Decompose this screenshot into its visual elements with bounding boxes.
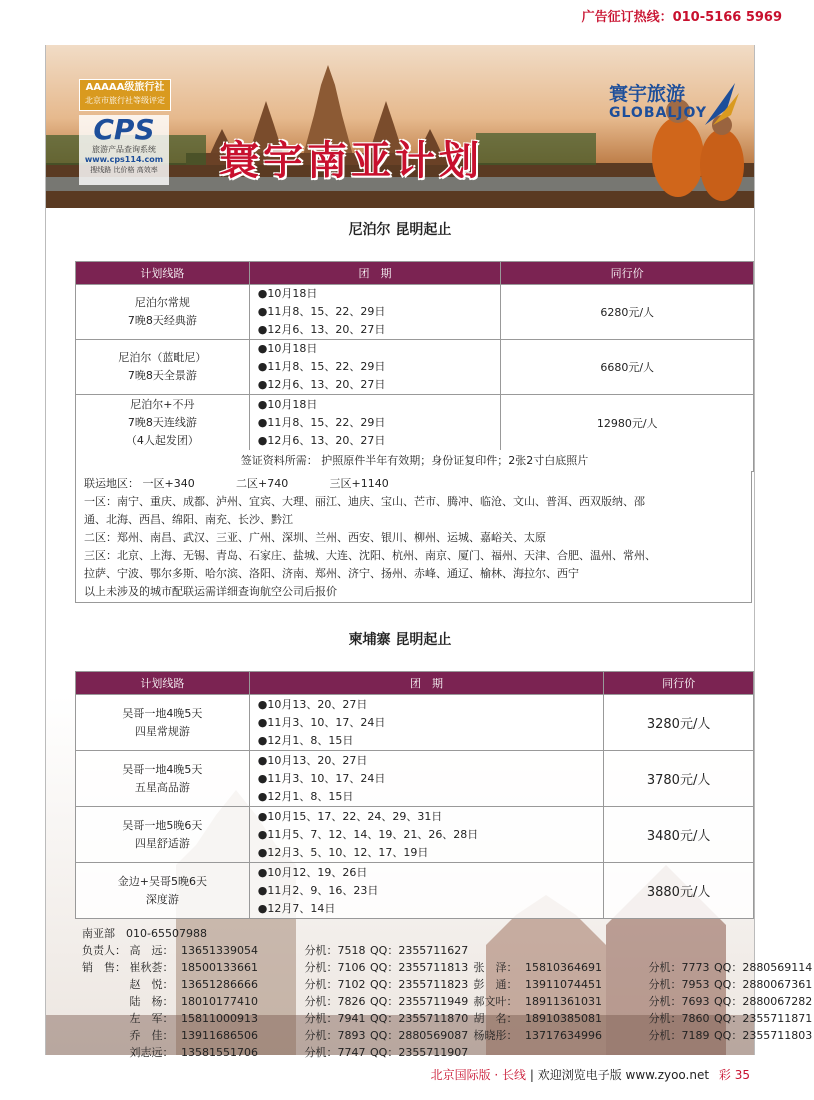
visa-note: 签证资料所需： 护照原件半年有效期；身份证复印件；2张2寸白底照片 xyxy=(75,450,754,472)
price-cell: 6680元/人 xyxy=(501,340,754,395)
dates-cell xyxy=(249,395,501,451)
transit-line: 二区：郑州、南昌、武汉、三亚、广州、深圳、兰州、西安、银川、柳州、运城、嘉峪关、太原 xyxy=(84,531,546,544)
page-title: 寰宇南亚计划 xyxy=(219,138,483,184)
contact-ext: 分机：7102 xyxy=(304,978,366,991)
contact-ext: 分机：7747 xyxy=(304,1046,366,1059)
date-line: ●12月7、14日 xyxy=(257,901,336,915)
footer-page-number: 彩 35 xyxy=(718,1068,750,1082)
contact-qq: QQ：2355711907 xyxy=(370,1046,469,1059)
date-line: ●12月6、13、20、27日 xyxy=(257,378,386,391)
contact-name: 刘志远： xyxy=(129,1046,174,1059)
header-dates: 团 期 xyxy=(249,262,501,285)
price-cell: 3780元/人 xyxy=(604,751,754,807)
contact-qq: QQ：2880569087 xyxy=(370,1029,469,1042)
contact-phone: 13911074451 xyxy=(525,978,602,991)
contact-qq: QQ：2355711870 xyxy=(370,1012,469,1025)
contact-phone: 18010177410 xyxy=(181,995,258,1008)
route-line: 五星高品游 xyxy=(134,780,190,794)
route-cell xyxy=(76,395,250,451)
badge-subtitle: 北京市旅行社等级评定 xyxy=(85,96,165,105)
date-line: ●10月13、20、27日 xyxy=(257,753,368,767)
cps-logo xyxy=(79,115,169,185)
contact-list xyxy=(82,925,813,1061)
cps-name: 旅游产品查询系统 xyxy=(92,145,156,154)
contact-ext: 分机：7189 xyxy=(648,1029,710,1042)
contact-row xyxy=(82,1027,813,1044)
date-line: ●10月12、19、26日 xyxy=(257,865,368,879)
contact-name: 张 泽： xyxy=(473,961,518,974)
contact-name: 陆 杨： xyxy=(129,995,174,1008)
page-footer xyxy=(0,1062,800,1086)
header-dates: 团 期 xyxy=(249,672,603,695)
contact-qq: QQ：2880067282 xyxy=(714,995,813,1008)
contact-ext: 分机：7893 xyxy=(304,1029,366,1042)
contact-name: 赵 悦： xyxy=(129,978,174,991)
contact-row xyxy=(82,993,813,1010)
route-line: 7晚8天全景游 xyxy=(127,369,197,382)
route-line: 深度游 xyxy=(145,892,179,906)
route-line: 尼泊尔常规 xyxy=(134,296,190,309)
contact-ext: 分机：7693 xyxy=(648,995,710,1008)
price-cell: 3480元/人 xyxy=(604,807,754,863)
date-line: ●12月1、8、15日 xyxy=(257,789,354,803)
cambodia-table xyxy=(75,671,754,919)
contact-qq: QQ：2355711813 xyxy=(370,961,469,974)
contact-name: 郝文叶： xyxy=(473,995,518,1008)
route-cell xyxy=(76,751,250,807)
section-nepal-title: 尼泊尔 昆明起止 xyxy=(348,222,452,238)
table-row xyxy=(76,285,754,340)
date-line: ●12月3、5、10、12、17、19日 xyxy=(257,845,429,859)
zones-label: 联运地区： xyxy=(84,477,139,490)
route-line: 尼泊尔+不丹 xyxy=(130,397,195,411)
contact-label: 负责人： xyxy=(82,944,126,957)
contact-ext: 分机：7941 xyxy=(304,1012,366,1025)
transit-line: 通、北海、西昌、绵阳、南充、长沙、黔江 xyxy=(84,513,293,526)
contact-qq: QQ：2355711823 xyxy=(370,978,469,991)
route-line: 四星常规游 xyxy=(134,724,190,738)
table-row xyxy=(76,695,754,751)
contact-row xyxy=(82,959,813,976)
table-header xyxy=(76,262,754,285)
contact-name: 崔秋荟： xyxy=(129,961,174,974)
contact-row xyxy=(82,976,813,993)
contact-qq: QQ：2880067361 xyxy=(714,978,813,991)
contact-qq: QQ：2355711627 xyxy=(370,944,469,957)
date-line: ●12月1、8、15日 xyxy=(257,733,354,747)
footer-edition: 北京国际版 · 长线 xyxy=(430,1068,527,1082)
contact-label: 销 售： xyxy=(82,961,126,974)
table-row xyxy=(76,395,754,451)
contact-ext: 分机：7826 xyxy=(304,995,366,1008)
transit-line: 一区：南宁、重庆、成都、泸州、宜宾、大理、丽江、迪庆、宝山、芒市、腾冲、临沧、文山、普洱、西双版纳、邵 xyxy=(84,495,645,508)
zone-3: 三区+1140 xyxy=(329,477,389,490)
date-line: ●11月3、10、17、24日 xyxy=(257,715,386,729)
dates-cell xyxy=(249,695,603,751)
header-route: 计划线路 xyxy=(76,262,250,285)
ad-hotline: 广告征订热线：010-5166 5969 xyxy=(581,10,782,25)
date-line: ●10月13、20、27日 xyxy=(257,697,368,711)
table-row xyxy=(76,863,754,919)
date-line: ●11月8、15、22、29日 xyxy=(257,415,386,429)
section-cambodia-title: 柬埔寨 昆明起止 xyxy=(348,632,452,648)
route-line: 7晚8天经典游 xyxy=(127,314,197,327)
contact-phone: 13651286666 xyxy=(181,978,258,991)
dept-line: 南亚部 010-65507988 xyxy=(82,927,207,940)
cps-url: www.cps114.com xyxy=(84,155,164,164)
badge-title: AAAAA级旅行社 xyxy=(85,82,165,93)
brand-name-en: GLOBALJOY xyxy=(609,105,707,121)
date-line: ●12月6、13、20、27日 xyxy=(257,323,386,336)
contact-phone: 13581551706 xyxy=(181,1046,258,1059)
route-cell xyxy=(76,863,250,919)
contact-phone: 18910385081 xyxy=(525,1012,602,1025)
price-cell: 12980元/人 xyxy=(501,395,754,451)
table-row xyxy=(76,340,754,395)
table-row xyxy=(76,751,754,807)
contact-ext: 分机：7773 xyxy=(648,961,710,974)
contact-ext: 分机：7106 xyxy=(304,961,366,974)
header-price: 同行价 xyxy=(604,672,754,695)
route-line: 7晚8天连线游 xyxy=(127,415,197,429)
route-line: 吴哥一地5晚6天 xyxy=(122,818,203,832)
nepal-table xyxy=(75,261,754,451)
contact-name: 胡 名： xyxy=(473,1012,518,1025)
dates-cell xyxy=(249,285,501,340)
contact-row xyxy=(82,942,752,959)
dates-cell xyxy=(249,807,603,863)
table-row xyxy=(76,807,754,863)
transit-line: 拉萨、宁波、鄂尔多斯、哈尔滨、洛阳、济南、郑州、济宁、扬州、赤峰、通辽、榆林、海拉尔、西宁 xyxy=(84,567,579,580)
date-line: ●11月5、7、12、14、19、21、26、28日 xyxy=(257,827,479,841)
route-line: 吴哥一地4晚5天 xyxy=(122,762,203,776)
contact-phone: 18911361031 xyxy=(525,995,602,1008)
contact-qq: QQ：2355711803 xyxy=(714,1029,813,1042)
route-line: 四星舒适游 xyxy=(134,836,190,850)
globaljoy-logo xyxy=(601,77,741,131)
contact-name: 彭 通： xyxy=(473,978,518,991)
contact-name: 杨晓彤： xyxy=(473,1029,518,1042)
contact-ext: 分机：7860 xyxy=(648,1012,710,1025)
contact-phone: 13651339054 xyxy=(181,944,258,957)
table-header xyxy=(76,672,754,695)
price-cell: 3280元/人 xyxy=(604,695,754,751)
contact-phone: 13911686506 xyxy=(181,1029,258,1042)
date-line: ●10月18日 xyxy=(257,342,318,355)
cps-slogan: 搜线路 比价格 高效率 xyxy=(90,166,158,174)
transit-info xyxy=(75,471,752,603)
dates-cell xyxy=(249,340,501,395)
route-line: （4人起发团） xyxy=(125,433,199,447)
dates-cell xyxy=(249,751,603,807)
dates-cell xyxy=(249,863,603,919)
contact-row xyxy=(82,1044,752,1061)
route-line: 金边+吴哥5晚6天 xyxy=(117,874,207,888)
date-line: ●11月8、15、22、29日 xyxy=(257,360,386,373)
date-line: ●12月6、13、20、27日 xyxy=(257,433,386,447)
date-line: ●10月15、17、22、24、29、31日 xyxy=(257,809,443,823)
date-line: ●10月18日 xyxy=(257,287,318,300)
zone-1: 一区+340 xyxy=(142,477,195,490)
route-cell xyxy=(76,340,250,395)
route-cell xyxy=(76,695,250,751)
contact-qq: QQ：2355711871 xyxy=(714,1012,813,1025)
contact-phone: 15810364691 xyxy=(525,961,602,974)
footer-welcome[interactable]: | 欢迎浏览电子版 www.zyoo.net xyxy=(529,1068,710,1082)
date-line: ●11月2、9、16、23日 xyxy=(257,883,379,897)
route-cell xyxy=(76,285,250,340)
route-line: 吴哥一地4晚5天 xyxy=(122,706,203,720)
header-price: 同行价 xyxy=(501,262,754,285)
wing-icon xyxy=(701,79,741,129)
footer-text xyxy=(431,1066,750,1083)
transit-line: 以上未涉及的城市配联运需详细查询航空公司后报价 xyxy=(84,585,337,598)
price-cell: 3880元/人 xyxy=(604,863,754,919)
contact-phone: 13717634996 xyxy=(525,1029,602,1042)
date-line: ●11月3、10、17、24日 xyxy=(257,771,386,785)
contact-qq: QQ：2880569114 xyxy=(714,961,813,974)
page-content xyxy=(45,45,813,1059)
route-cell xyxy=(76,807,250,863)
contact-phone: 18500133661 xyxy=(181,961,258,974)
date-line: ●10月18日 xyxy=(257,397,318,411)
header-route: 计划线路 xyxy=(76,672,250,695)
banner xyxy=(46,45,754,208)
contact-ext: 分机：7953 xyxy=(648,978,710,991)
aaaaa-badge xyxy=(79,79,171,111)
contact-phone: 15811000913 xyxy=(181,1012,258,1025)
transit-zones xyxy=(84,475,751,493)
contact-ext: 分机：7518 xyxy=(304,944,366,957)
contact-name: 高 远： xyxy=(129,944,174,957)
route-line: 尼泊尔（蓝毗尼） xyxy=(118,351,207,364)
cps-logo-text: CPS xyxy=(93,113,155,146)
price-cell: 6280元/人 xyxy=(501,285,754,340)
transit-line: 三区：北京、上海、无锡、青岛、石家庄、盐城、大连、沈阳、杭州、南京、厦门、福州、天津、合肥、温州、常州、 xyxy=(84,549,656,562)
contact-qq: QQ：2355711949 xyxy=(370,995,469,1008)
date-line: ●11月8、15、22、29日 xyxy=(257,305,386,318)
contact-name: 乔 佳： xyxy=(129,1029,174,1042)
contact-row xyxy=(82,1010,813,1027)
contact-name: 左 军： xyxy=(129,1012,174,1025)
zone-2: 二区+740 xyxy=(236,477,289,490)
brand-name-cn: 寰宇旅游 xyxy=(609,83,686,105)
